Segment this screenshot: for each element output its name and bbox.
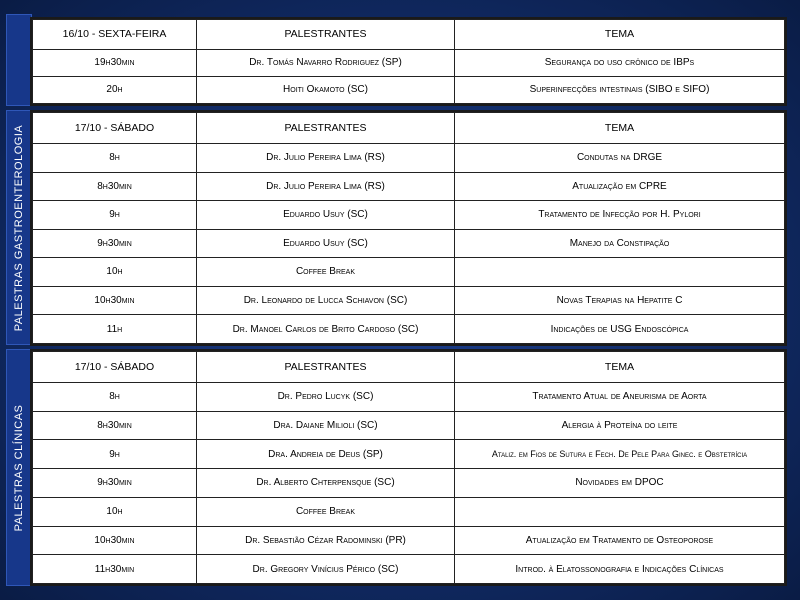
sidebar-label-clinicas: PALESTRAS CLÍNICAS	[13, 404, 25, 531]
topic-cell: Ataliz. em Fios de Sutura e Fech. De Pele Para Ginec. e Obstetrícia	[455, 440, 785, 469]
sidebar-banner-clinicas	[6, 349, 32, 586]
time-cell: 8h30min	[33, 172, 197, 201]
topic-cell: Novidades em DPOC	[455, 469, 785, 498]
speaker-cell: Dr. Julio Pereira Lima (RS)	[197, 172, 455, 201]
table-row	[33, 440, 785, 469]
speaker-cell: Coffee Break	[197, 258, 455, 287]
topic-cell: Atualização em Tratamento de Osteoporose	[455, 526, 785, 555]
table-row	[33, 172, 785, 201]
topic-cell: Tratamento de Infecção por H. Pylori	[455, 201, 785, 230]
topic-cell: Introd. à Elatossonografia e Indicações Clínicas	[455, 555, 785, 584]
topic-cell: Manejo da Constipação	[455, 229, 785, 258]
header-speakers: PALESTRANTES	[197, 352, 455, 383]
table-row	[33, 383, 785, 412]
header-day: 17/10 - SÁBADO	[33, 113, 197, 144]
topic-cell: Tratamento Atual de Aneurisma de Aorta	[455, 383, 785, 412]
table-row	[33, 411, 785, 440]
table-row	[33, 469, 785, 498]
topic-cell: Indicações de USG Endoscópica	[455, 315, 785, 344]
header-speakers: PALESTRANTES	[197, 113, 455, 144]
header-speakers: PALESTRANTES	[197, 20, 455, 50]
table-row	[33, 497, 785, 526]
header-topic: TEMA	[455, 113, 785, 144]
time-cell: 11h30min	[33, 555, 197, 584]
speaker-cell: Coffee Break	[197, 497, 455, 526]
speaker-cell: Dra. Daiane Milioli (SC)	[197, 411, 455, 440]
time-cell: 8h30min	[33, 411, 197, 440]
topic-cell: Segurança do uso crônico de IBPs	[455, 49, 785, 76]
speaker-cell: Dra. Andreia de Deus (SP)	[197, 440, 455, 469]
time-cell: 19h30min	[33, 49, 197, 76]
table-header-row	[33, 113, 785, 144]
speaker-cell: Dr. Leonardo de Lucca Schiavon (SC)	[197, 286, 455, 315]
speaker-cell: Dr. Manoel Carlos de Brito Cardoso (SC)	[197, 315, 455, 344]
topic-cell	[455, 497, 785, 526]
time-cell: 9h	[33, 201, 197, 230]
table-row	[33, 49, 785, 76]
topic-cell: Atualização em CPRE	[455, 172, 785, 201]
topic-cell: Condutas na DRGE	[455, 143, 785, 172]
table-header-row	[33, 20, 785, 50]
header-topic: TEMA	[455, 352, 785, 383]
topic-cell: Superinfecções intestinais (SIBO e SIFO)	[455, 76, 785, 103]
speaker-cell: Hoiti Okamoto (SC)	[197, 76, 455, 103]
table-row	[33, 526, 785, 555]
header-day: 16/10 - SEXTA-FEIRA	[33, 20, 197, 50]
speaker-cell: Dr. Tomás Navarro Rodriguez (SP)	[197, 49, 455, 76]
schedule-table-clinicas	[30, 349, 787, 586]
speaker-cell: Dr. Pedro Lucyk (SC)	[197, 383, 455, 412]
topic-cell: Alergia à Proteína do leite	[455, 411, 785, 440]
table-header-row	[33, 352, 785, 383]
speaker-cell: Eduardo Usuy (SC)	[197, 229, 455, 258]
header-topic: TEMA	[455, 20, 785, 50]
time-cell: 20h	[33, 76, 197, 103]
header-day: 17/10 - SÁBADO	[33, 352, 197, 383]
time-cell: 8h	[33, 383, 197, 412]
table-row	[33, 286, 785, 315]
topic-cell	[455, 258, 785, 287]
speaker-cell: Eduardo Usuy (SC)	[197, 201, 455, 230]
table-row	[33, 229, 785, 258]
sidebar-label-gastro: PALESTRAS GASTROENTEROLOGIA	[13, 124, 25, 331]
table-row	[33, 201, 785, 230]
time-cell: 10h30min	[33, 526, 197, 555]
sidebar-banner-top	[6, 14, 32, 106]
table-row	[33, 143, 785, 172]
table-row	[33, 555, 785, 584]
topic-cell: Novas Terapias na Hepatite C	[455, 286, 785, 315]
time-cell: 10h	[33, 497, 197, 526]
time-cell: 8h	[33, 143, 197, 172]
time-cell: 11h	[33, 315, 197, 344]
table-row	[33, 315, 785, 344]
time-cell: 10h	[33, 258, 197, 287]
table-row	[33, 76, 785, 103]
time-cell: 9h30min	[33, 229, 197, 258]
schedule-table-friday	[30, 17, 787, 106]
speaker-cell: Dr. Gregory Vinícius Périco (SC)	[197, 555, 455, 584]
sidebar-banner-gastro	[6, 110, 32, 345]
speaker-cell: Dr. Sebastião Cézar Radominski (PR)	[197, 526, 455, 555]
schedule-table-gastro	[30, 110, 787, 346]
speaker-cell: Dr. Julio Pereira Lima (RS)	[197, 143, 455, 172]
time-cell: 10h30min	[33, 286, 197, 315]
table-row	[33, 258, 785, 287]
time-cell: 9h	[33, 440, 197, 469]
time-cell: 9h30min	[33, 469, 197, 498]
speaker-cell: Dr. Alberto Chterpensque (SC)	[197, 469, 455, 498]
